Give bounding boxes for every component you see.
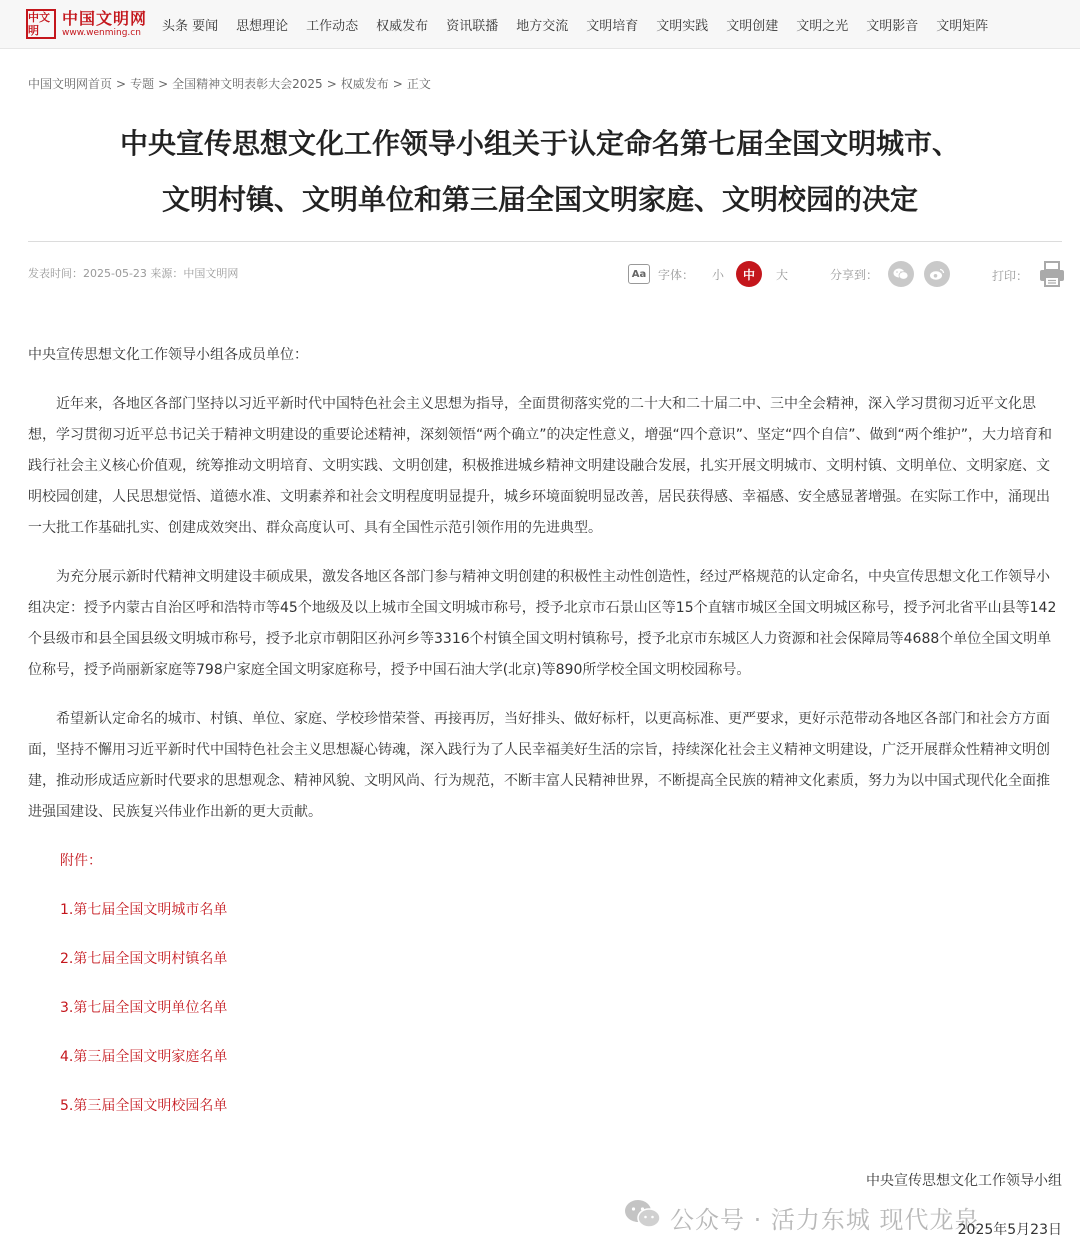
salutation: 中央宣传思想文化工作领导小组各成员单位： (28, 347, 308, 363)
nav-item-theory[interactable]: 思想理论 (236, 18, 289, 34)
signature: 中央宣传思想文化工作领导小组 (866, 1173, 1062, 1189)
document-date: 2025年5月23日 (957, 1222, 1062, 1238)
font-medium-button[interactable]: 中 (736, 261, 762, 287)
wechat-watermark-icon (624, 1198, 662, 1236)
main-nav (162, 0, 1006, 48)
attachment-link-campuses[interactable]: 5.第三届全国文明校园名单 (60, 1098, 228, 1114)
logo-seal: 中文明 (26, 9, 56, 39)
nav-item-local-exchange[interactable]: 地方交流 (516, 18, 569, 34)
breadcrumb: 中国文明网首页 > 专题 > 全国精神文明表彰大会2025 > 权威发布 > 正文 (28, 77, 431, 91)
nav-item-authoritative-release[interactable]: 权威发布 (376, 18, 429, 34)
site-logo[interactable] (26, 6, 147, 42)
font-large-button[interactable]: 大 (776, 267, 789, 282)
watermark (624, 1198, 980, 1236)
attachments-label: 附件： (60, 853, 102, 869)
breadcrumb-current: 正文 (406, 77, 431, 91)
watermark-text: 公众号 · 活力东城 现代龙泉 (670, 1205, 980, 1234)
attachment-link-units[interactable]: 3.第七届全国文明单位名单 (60, 1000, 228, 1016)
page-title (28, 116, 1052, 228)
paragraph-2: 为充分展示新时代精神文明建设丰硕成果，激发各地区各部门参与精神文明创建的积极性主动性创造性，经过严格规范的认定命名，中央宣传思想文化工作领导小组决定：授予内蒙古自治区呼和浩特市等45个地级及以上城市全国文明城市称号，授予北京市石景山区等15个直辖市城区全国文明城区称号，授予河北省平山县等142个县级市和县全国县级文明城市称号，授予北京市朝阳区孙河乡等3316个村镇全国文明村镇称号，授予北京市东城区人力资源和社会保障局等4688个单位全国文明单位称号，授予尚丽新家庭等798户家庭全国文明家庭称号，授予中国石油大学(北京)等890所学校全国文明校园称号。 (28, 569, 1057, 678)
nav-item-work-news[interactable]: 工作动态 (306, 18, 359, 34)
logo-url: www.wenming.cn (62, 27, 141, 38)
nav-item-civility-matrix[interactable]: 文明矩阵 (936, 18, 989, 34)
breadcrumb-home[interactable]: 中国文明网首页 (28, 77, 113, 91)
wechat-icon[interactable] (888, 261, 914, 287)
attachment-link-families[interactable]: 4.第三届全国文明家庭名单 (60, 1049, 228, 1065)
share-controls (830, 261, 950, 287)
font-size-label: 字体： (658, 267, 695, 282)
attachment-link-cities[interactable]: 1.第七届全国文明城市名单 (60, 902, 228, 918)
breadcrumb-release[interactable]: 权威发布 (340, 77, 389, 91)
nav-item-civility-cultivation[interactable]: 文明培育 (586, 18, 639, 34)
breadcrumb-conference[interactable]: 全国精神文明表彰大会2025 (172, 77, 323, 91)
print-controls (992, 261, 1066, 290)
title-line-1: 中央宣传思想文化工作领导小组关于认定命名第七届全国文明城市、 (119, 127, 960, 160)
printer-icon[interactable] (1038, 261, 1066, 290)
nav-item-civility-practice[interactable]: 文明实践 (656, 18, 709, 34)
weibo-icon[interactable] (924, 261, 950, 287)
print-label: 打印： (992, 269, 1029, 283)
nav-item-news-broadcast[interactable]: 资讯联播 (446, 18, 499, 34)
breadcrumb-topics[interactable]: 专题 (130, 77, 155, 91)
article-body (28, 340, 1062, 1140)
nav-item-civility-video[interactable]: 文明影音 (866, 18, 919, 34)
paragraph-3: 希望新认定命名的城市、村镇、单位、家庭、学校珍惜荣誉、再接再厉，当好排头、做好标杆，以更高标准、更严要求，更好示范带动各地区各部门和社会方方面面，坚持不懈用习近平新时代中国特色社会主义思想凝心铸魂，深入践行为了人民幸福美好生活的宗旨，持续深化社会主义精神文明建设，广泛开展群众性精神文明创建，推动形成适应新时代要求的思想观念、精神风貌、文明风尚、行为规范，不断丰富人民精神世界，不断提高全民族的精神文化素质，努力为以中国式现代化全面推进强国建设、民族复兴伟业作出新的更大贡献。 (28, 711, 1050, 820)
title-divider (28, 241, 1062, 242)
nav-item-headlines[interactable]: 头条 要闻 (162, 18, 219, 34)
nav-item-civility-creation[interactable]: 文明创建 (726, 18, 779, 34)
attachment-link-villages[interactable]: 2.第七届全国文明村镇名单 (60, 951, 228, 967)
paragraph-1: 近年来，各地区各部门坚持以习近平新时代中国特色社会主义思想为指导，全面贯彻落实党的二十大和二十届二中、三中全会精神，深入学习贯彻习近平文化思想，学习贯彻习近平总书记关于精神文明建设的重要论述精神，深刻领悟“两个确立”的决定性意义，增强“四个意识”、坚定“四个自信”、做到“两个维护”，大力培育和践行社会主义核心价值观，统筹推动文明培育、文明实践、文明创建，积极推进城乡精神文明建设融合发展，扎实开展文明城市、文明村镇、文明单位、文明家庭、文明校园创建，人民思想觉悟、道德水准、文明素养和社会文明程度明显提升，城乡环境面貌明显改善，居民获得感、幸福感、安全感显著增强。在实际工作中，涌现出一大批工作基础扎实、创建成效突出、群众高度认可、具有全国性示范引领作用的先进典型。 (28, 396, 1053, 536)
logo-name: 中国文明网 (62, 8, 148, 28)
share-label: 分享到： (830, 267, 879, 282)
top-navigation-bar (0, 0, 1080, 49)
font-size-controls (628, 261, 788, 287)
nav-item-civility-light[interactable]: 文明之光 (796, 18, 849, 34)
font-size-icon: Aa (628, 264, 650, 284)
article-meta: 发表时间：2025-05-23 来源：中国文明网 (28, 267, 239, 280)
font-small-button[interactable]: 小 (712, 267, 725, 282)
title-line-2: 文明村镇、文明单位和第三届全国文明家庭、文明校园的决定 (161, 183, 918, 216)
